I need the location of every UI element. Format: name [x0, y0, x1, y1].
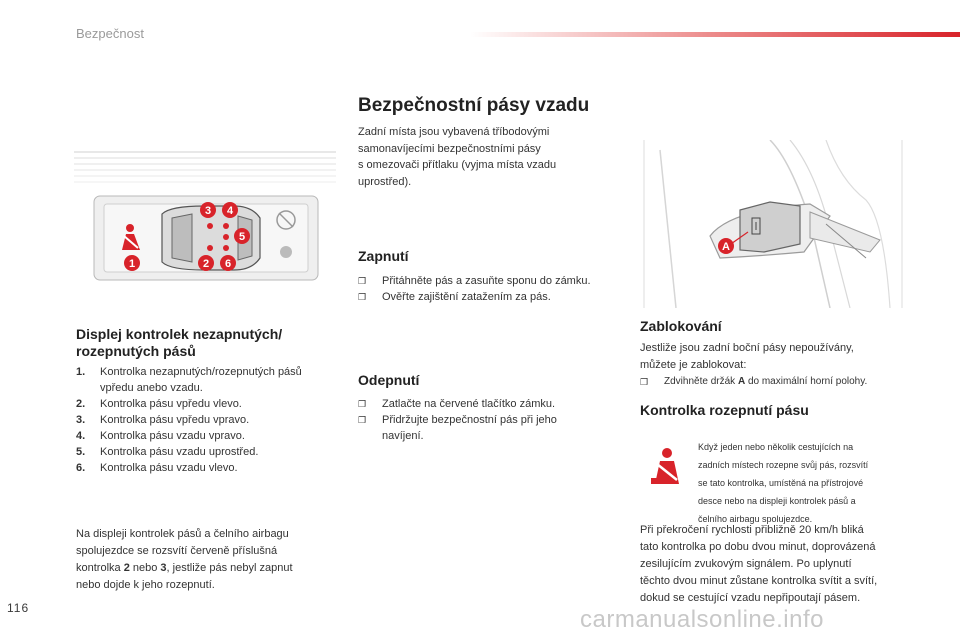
- list-item: 5. Kontrolka pásu vzadu uprostřed.: [76, 446, 259, 458]
- callout-4: [222, 202, 238, 218]
- list-item: ❒ Přitáhněte pás a zasuňte sponu do zámku.: [358, 275, 591, 287]
- svg-text:1: 1: [128, 258, 136, 270]
- svg-text:6: 6: [224, 258, 232, 270]
- svg-text:3: 3: [204, 205, 212, 217]
- checkbox-bullet-icon: ❒: [358, 399, 367, 409]
- page-title: Bezpečnostní pásy vzadu: [358, 95, 590, 116]
- unfasten-title: Odepnutí: [358, 372, 420, 388]
- svg-text:5: 5: [238, 231, 246, 243]
- callout-3: [200, 202, 216, 218]
- list-item: ❒ Zatlačte na červené tlačítko zámku.: [358, 398, 556, 410]
- list-item: 2. Kontrolka pásu vpředu vlevo.: [76, 398, 242, 410]
- warning-light-text: Při překročení rychlosti přibližně 20 km/h bliká tato kontrolka po dobu dvou minut, doprovázená zesilujícím zvukovým signálem. Po uplynutí těchto dvou minut zůstane kontrolka svítit a svítí, dokud se cestující vzadu nepřipoutají pásem.: [640, 524, 878, 604]
- lock-text: Jestliže jsou zadní boční pásy nepoužívány, můžete je zablokovat:: [640, 342, 854, 371]
- page-number: 116: [7, 601, 30, 615]
- watermark: carmanualsonline.info: [580, 606, 824, 633]
- indicator-list: [76, 364, 346, 476]
- callout-a: [718, 238, 734, 254]
- header-accent-bar: [470, 32, 960, 37]
- callout-5: [234, 228, 250, 244]
- list-item: ❒ Přidržujte bezpečnostní pás při jeho navíjení.: [358, 414, 557, 442]
- checkbox-bullet-icon: ❒: [358, 415, 367, 425]
- callout-6: [220, 255, 236, 271]
- checkbox-bullet-icon: ❒: [358, 276, 367, 286]
- list-item: ❒ Ověřte zajištění zatažením za pás.: [358, 291, 551, 303]
- fasten-list: [358, 273, 628, 305]
- list-item: 1. Kontrolka nezapnutých/rozepnutých pásů vpředu anebo vzadu.: [76, 366, 302, 394]
- list-item: 3. Kontrolka pásu vpředu vpravo.: [76, 414, 250, 426]
- list-item: 6. Kontrolka pásu vzadu vlevo.: [76, 462, 238, 474]
- rear-seat-belt-holder-illustration: [640, 140, 906, 308]
- seatbelt-display-illustration: [74, 148, 336, 308]
- section-label: Bezpečnost: [76, 26, 144, 41]
- title-line-1: Displej kontrolek nezapnutých/: [76, 326, 283, 342]
- callout-1: [124, 255, 140, 271]
- title-line-2: rozepnutých pásů: [76, 343, 196, 359]
- display-section-title: [76, 326, 282, 360]
- lock-list: [640, 374, 920, 390]
- warning-light-title: Kontrolka rozepnutí pásu: [640, 402, 809, 418]
- list-item: 4. Kontrolka pásu vzadu vpravo.: [76, 430, 245, 442]
- unfasten-list: [358, 396, 628, 444]
- lock-title: Zablokování: [640, 318, 722, 334]
- display-note: Na displeji kontrolek pásů a čelního airbagu spolujezdce se rozsvítí červeně příslušná kontrolka 2 nebo 3, jestliže pás nebyl zapnut nebo dojde k jeho rozepnutí.: [76, 528, 293, 591]
- callout-2: [198, 255, 214, 271]
- list-item: ❒ Zdvihněte držák A do maximální horní polohy.: [640, 374, 920, 390]
- checkbox-bullet-icon: ❒: [640, 377, 649, 387]
- svg-text:A: A: [722, 241, 730, 253]
- svg-text:4: 4: [226, 205, 234, 217]
- fasten-title: Zapnutí: [358, 248, 409, 264]
- svg-text:2: 2: [202, 258, 210, 270]
- checkbox-bullet-icon: ❒: [358, 292, 367, 302]
- warning-light-note: Když jeden nebo několik cestujících na zadních místech rozepne svůj pás, rozsvítí se tato kontrolka, umístěná na přístrojové desce nebo na displeji kontrolek pásů a čelního airbagu spolujezdce.: [698, 442, 869, 524]
- rear-belts-intro: Zadní místa jsou vybavená tříbodovými samonavíjecími bezpečnostními pásy s omezovači přítlaku (vyjma místa vzadu uprostřed).: [358, 126, 557, 188]
- seatbelt-warning-icon: [645, 446, 687, 488]
